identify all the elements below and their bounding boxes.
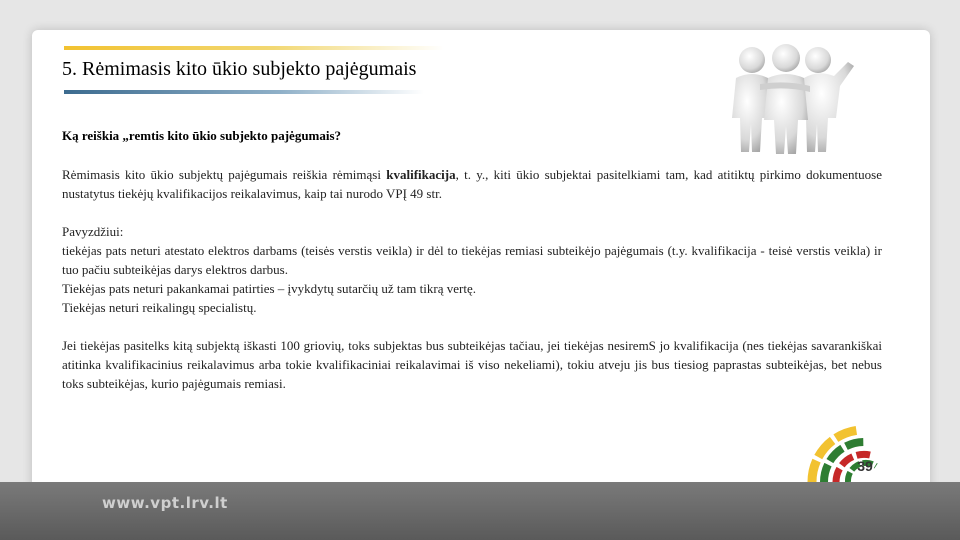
- title-decor-line-top: [64, 46, 444, 50]
- example-item-2: Tiekėjas pats neturi pakankamai patirties – įvykdytų sutarčių už tam tikrą vertę.: [62, 281, 476, 296]
- example-item-1: tiekėjas pats neturi atestato elektros darbams (teisės verstis veikla) ir dėl to tiekėjas remiasi subteikėjo pajėgumais (t.y. kvalifikacija - teisė verstis veikla) ir tuo pačiu subteikėjas darys elektros darbus.: [62, 243, 882, 277]
- slide-title: 5. Rėmimasis kito ūkio subjekto pajėgumais: [62, 58, 417, 80]
- question-heading: Ką reiškia „remtis kito ūkio subjekto pajėgumais?: [62, 128, 342, 143]
- footer-url: www.vpt.lrv.lt: [102, 494, 228, 512]
- page-number: 39: [857, 458, 873, 474]
- final-paragraph: Jei tiekėjas pasitelks kitą subjektą iškasti 100 griovių, toks subjektas bus subteikėjas tačiau, jei tiekėjas nesiremS jo kvalifikacija (nes tiekėjas savarankiškai atitinka kvalifikacinius reikalavimus arba tokie kvalifikaciniai reikalavimai iš viso nekeliami), tokiu atveju jis bus tiesiog paprastas subteikėjas, bet nebus toks subteikėjas, kurio pajėgumais remiasi.: [62, 338, 882, 391]
- title-decor-line-bottom: [64, 90, 424, 94]
- footer-bar: [0, 482, 960, 540]
- tricolor-arc-logo-icon: [800, 398, 900, 488]
- example-item-3: Tiekėjas neturi reikalingų specialistų.: [62, 300, 257, 315]
- definition-text-end: , t. y., kiti ūkio subjektai pasitelkiami tam, kad atitiktų pirkimo dokumentuose nustatytus tiekėjų kvalifikacijos reikalavimus, kaip tai nurodo VPĮ 49 str.: [62, 167, 882, 201]
- definition-text-start: Rėmimasis kito ūkio subjektų pajėgumais reiškia rėmimąsi: [62, 167, 387, 182]
- definition-bold-term: kvalifikacija: [386, 167, 456, 182]
- examples-heading: Pavyzdžiui:: [62, 224, 124, 239]
- slide-content: [62, 126, 882, 393]
- definition-paragraph: [62, 165, 882, 203]
